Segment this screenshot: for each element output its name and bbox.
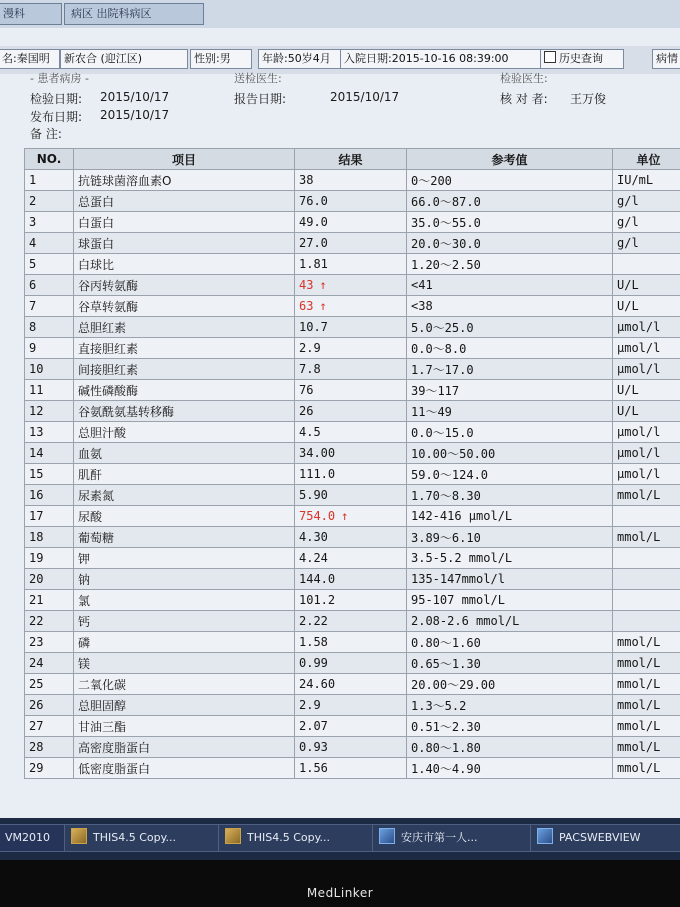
- row-result-cell: [295, 674, 407, 695]
- taskbar-item-hospital[interactable]: [372, 824, 532, 852]
- result-value: 26: [299, 404, 314, 418]
- row-no-cell: 7: [25, 296, 74, 317]
- taskbar-item-this-copy-1[interactable]: [64, 824, 224, 852]
- row-result-cell: [295, 254, 407, 275]
- row-item-cell: 镁: [74, 653, 295, 674]
- row-result-cell: [295, 527, 407, 548]
- top-tab-bar: [0, 0, 680, 28]
- result-value: 1.58: [299, 635, 328, 649]
- row-item-cell: 尿酸: [74, 506, 295, 527]
- row-reference-cell: 0.0～8.0: [407, 338, 613, 359]
- row-item-cell: 钠: [74, 569, 295, 590]
- browser-icon: [379, 828, 395, 844]
- report-header: [0, 74, 680, 148]
- row-result-cell: [295, 275, 407, 296]
- row-item-cell: 氯: [74, 590, 295, 611]
- row-unit-cell: μmol/l: [613, 359, 680, 380]
- row-reference-cell: 1.40～4.90: [407, 758, 613, 779]
- row-unit-cell: g/l: [613, 191, 680, 212]
- row-reference-cell: 39～117: [407, 380, 613, 401]
- table-header-row: [25, 149, 680, 170]
- inspect-date-value: 2015/10/17: [100, 90, 170, 104]
- row-no-cell: 8: [25, 317, 74, 338]
- row-unit-cell: mmol/L: [613, 758, 680, 779]
- row-result-cell: [295, 548, 407, 569]
- col-header-reference: 参考值: [407, 149, 613, 170]
- row-unit-cell: μmol/l: [613, 464, 680, 485]
- row-unit-cell: U/L: [613, 296, 680, 317]
- row-reference-cell: 20.00～29.00: [407, 674, 613, 695]
- row-reference-cell: 1.3～5.2: [407, 695, 613, 716]
- row-unit-cell: U/L: [613, 380, 680, 401]
- row-item-cell: 谷草转氨酶: [74, 296, 295, 317]
- row-unit-cell: U/L: [613, 275, 680, 296]
- row-reference-cell: 0.0～15.0: [407, 422, 613, 443]
- row-result-cell: [295, 338, 407, 359]
- row-reference-cell: 0.80～1.60: [407, 632, 613, 653]
- table-row[interactable]: [25, 695, 680, 716]
- table-row[interactable]: [25, 233, 680, 254]
- result-value: 63: [299, 299, 314, 313]
- report-date-label: 报告日期:: [234, 92, 287, 106]
- result-value: 4.24: [299, 551, 328, 565]
- row-item-cell: 磷: [74, 632, 295, 653]
- row-unit-cell: μmol/l: [613, 338, 680, 359]
- row-result-cell: [295, 506, 407, 527]
- row-reference-cell: 3.5-5.2 mmol/L: [407, 548, 613, 569]
- row-no-cell: 22: [25, 611, 74, 632]
- publish-date-value: 2015/10/17: [100, 108, 170, 122]
- table-row[interactable]: [25, 737, 680, 758]
- row-no-cell: 9: [25, 338, 74, 359]
- row-no-cell: 13: [25, 422, 74, 443]
- checker-value: 王万俊: [570, 92, 607, 106]
- row-no-cell: 28: [25, 737, 74, 758]
- row-result-cell: [295, 422, 407, 443]
- row-result-cell: [295, 212, 407, 233]
- row-no-cell: 4: [25, 233, 74, 254]
- table-row[interactable]: [25, 401, 680, 422]
- row-item-cell: 总胆红素: [74, 317, 295, 338]
- row-unit-cell: mmol/L: [613, 632, 680, 653]
- result-value: 0.93: [299, 740, 328, 754]
- table-row[interactable]: [25, 653, 680, 674]
- table-row[interactable]: [25, 632, 680, 653]
- row-result-cell: [295, 233, 407, 254]
- taskbar-item-pacs[interactable]: [530, 824, 680, 852]
- row-no-cell: 17: [25, 506, 74, 527]
- result-value: 43: [299, 278, 314, 292]
- row-reference-cell: 5.0～25.0: [407, 317, 613, 338]
- result-value: 76.0: [299, 194, 328, 208]
- result-value: 7.8: [299, 362, 321, 376]
- condition-field: 病情: [652, 49, 680, 69]
- row-item-cell: 尿素氮: [74, 485, 295, 506]
- row-reference-cell: 0.51～2.30: [407, 716, 613, 737]
- row-item-cell: 低密度脂蛋白: [74, 758, 295, 779]
- row-reference-cell: 1.20～2.50: [407, 254, 613, 275]
- result-value: 1.81: [299, 257, 328, 271]
- insurance-field: 新农合 (迎江区): [60, 49, 188, 69]
- result-value: 2.9: [299, 341, 321, 355]
- row-result-cell: [295, 296, 407, 317]
- lab-results-table: [24, 148, 680, 779]
- row-unit-cell: [613, 254, 680, 275]
- header-ghost-mid: 送检医生:: [234, 72, 282, 85]
- table-row[interactable]: [25, 422, 680, 443]
- taskbar-item-label: PACSWEBVIEW: [559, 831, 641, 844]
- row-reference-cell: 20.0～30.0: [407, 233, 613, 254]
- result-value: 2.22: [299, 614, 328, 628]
- row-item-cell: 肌酐: [74, 464, 295, 485]
- table-row[interactable]: [25, 590, 680, 611]
- row-no-cell: 24: [25, 653, 74, 674]
- header-ghost-left: - 患者病房 -: [30, 72, 89, 85]
- result-value: 754.0: [299, 509, 336, 523]
- result-value: 4.5: [299, 425, 321, 439]
- remark-label: 备 注:: [30, 127, 62, 141]
- row-item-cell: 谷氨酰氨基转移酶: [74, 401, 295, 422]
- row-unit-cell: mmol/L: [613, 527, 680, 548]
- result-value: 34.00: [299, 446, 336, 460]
- abnormal-high-arrow-icon: ↑: [319, 278, 327, 292]
- row-no-cell: 25: [25, 674, 74, 695]
- row-reference-cell: 135-147mmol/l: [407, 569, 613, 590]
- watermark: MedLinker: [306, 886, 374, 900]
- row-no-cell: 10: [25, 359, 74, 380]
- row-no-cell: 14: [25, 443, 74, 464]
- history-query-checkbox[interactable]: [540, 49, 624, 69]
- row-no-cell: 21: [25, 590, 74, 611]
- row-item-cell: 抗链球菌溶血素O: [74, 170, 295, 191]
- result-value: 2.9: [299, 698, 321, 712]
- row-reference-cell: 1.70～8.30: [407, 485, 613, 506]
- table-row[interactable]: [25, 380, 680, 401]
- row-no-cell: 20: [25, 569, 74, 590]
- row-reference-cell: 35.0～55.0: [407, 212, 613, 233]
- result-value: 76: [299, 383, 314, 397]
- taskbar-item-label: THIS4.5 Copy...: [247, 831, 331, 844]
- row-no-cell: 16: [25, 485, 74, 506]
- row-reference-cell: 10.00～50.00: [407, 443, 613, 464]
- abnormal-high-arrow-icon: ↑: [341, 509, 349, 523]
- row-item-cell: 白蛋白: [74, 212, 295, 233]
- row-unit-cell: mmol/L: [613, 737, 680, 758]
- row-unit-cell: mmol/L: [613, 716, 680, 737]
- row-item-cell: 直接胆红素: [74, 338, 295, 359]
- result-value: 10.7: [299, 320, 328, 334]
- result-value: 27.0: [299, 236, 328, 250]
- row-no-cell: 1: [25, 170, 74, 191]
- gender-field: 性别:男: [190, 49, 252, 69]
- result-value: 5.90: [299, 488, 328, 502]
- row-result-cell: [295, 380, 407, 401]
- row-unit-cell: [613, 611, 680, 632]
- row-unit-cell: μmol/l: [613, 422, 680, 443]
- row-no-cell: 6: [25, 275, 74, 296]
- row-result-cell: [295, 569, 407, 590]
- row-item-cell: 血氨: [74, 443, 295, 464]
- row-no-cell: 23: [25, 632, 74, 653]
- row-reference-cell: 66.0～87.0: [407, 191, 613, 212]
- row-item-cell: 谷丙转氨酶: [74, 275, 295, 296]
- taskbar-item-this-copy-2[interactable]: [218, 824, 378, 852]
- taskbar-item-label: THIS4.5 Copy...: [93, 831, 177, 844]
- table-row[interactable]: [25, 506, 680, 527]
- result-value: 2.07: [299, 719, 328, 733]
- row-no-cell: 2: [25, 191, 74, 212]
- row-result-cell: [295, 485, 407, 506]
- result-value: 38: [299, 173, 314, 187]
- row-no-cell: 27: [25, 716, 74, 737]
- table-row[interactable]: [25, 191, 680, 212]
- row-unit-cell: g/l: [613, 212, 680, 233]
- table-row[interactable]: [25, 611, 680, 632]
- row-unit-cell: [613, 569, 680, 590]
- taskbar-item-vm2010[interactable]: VM2010: [0, 824, 68, 852]
- tab-first[interactable]: 漫科: [0, 3, 62, 25]
- result-value: 0.99: [299, 656, 328, 670]
- row-item-cell: 白球比: [74, 254, 295, 275]
- patient-name-field: 名:秦国明: [0, 49, 60, 69]
- row-reference-cell: 142-416 μmol/L: [407, 506, 613, 527]
- table-row[interactable]: [25, 548, 680, 569]
- row-result-cell: [295, 737, 407, 758]
- row-no-cell: 3: [25, 212, 74, 233]
- result-value: 4.30: [299, 530, 328, 544]
- result-value: 1.56: [299, 761, 328, 775]
- row-unit-cell: U/L: [613, 401, 680, 422]
- checkbox-icon[interactable]: [544, 51, 556, 63]
- admit-date-field: 入院日期:2015-10-16 08:39:00: [340, 49, 544, 69]
- row-no-cell: 26: [25, 695, 74, 716]
- row-reference-cell: 0～200: [407, 170, 613, 191]
- header-ghost-right: 检验医生:: [500, 72, 548, 85]
- row-unit-cell: [613, 548, 680, 569]
- table-row[interactable]: [25, 359, 680, 380]
- row-reference-cell: 59.0～124.0: [407, 464, 613, 485]
- row-unit-cell: μmol/l: [613, 317, 680, 338]
- row-result-cell: [295, 464, 407, 485]
- table-row[interactable]: [25, 443, 680, 464]
- row-unit-cell: mmol/L: [613, 695, 680, 716]
- row-unit-cell: mmol/L: [613, 674, 680, 695]
- app-window-icon: [71, 828, 87, 844]
- row-result-cell: [295, 716, 407, 737]
- row-item-cell: 高密度脂蛋白: [74, 737, 295, 758]
- patient-info-bar: [0, 46, 680, 74]
- result-value: 24.60: [299, 677, 336, 691]
- row-unit-cell: [613, 506, 680, 527]
- table-row[interactable]: [25, 464, 680, 485]
- row-unit-cell: mmol/L: [613, 653, 680, 674]
- row-item-cell: 总胆固醇: [74, 695, 295, 716]
- row-unit-cell: μmol/l: [613, 443, 680, 464]
- row-result-cell: [295, 758, 407, 779]
- result-value: 101.2: [299, 593, 336, 607]
- browser-icon: [537, 828, 553, 844]
- checker-label: 核 对 者:: [500, 92, 548, 106]
- result-value: 49.0: [299, 215, 328, 229]
- row-reference-cell: 0.65～1.30: [407, 653, 613, 674]
- row-no-cell: 29: [25, 758, 74, 779]
- report-date-value: 2015/10/17: [330, 90, 400, 104]
- row-reference-cell: <38: [407, 296, 613, 317]
- row-item-cell: 间接胆红素: [74, 359, 295, 380]
- row-result-cell: [295, 443, 407, 464]
- table-row[interactable]: [25, 674, 680, 695]
- row-unit-cell: IU/mL: [613, 170, 680, 191]
- col-header-result: 结果: [295, 149, 407, 170]
- row-result-cell: [295, 611, 407, 632]
- row-reference-cell: 11～49: [407, 401, 613, 422]
- table-row[interactable]: [25, 527, 680, 548]
- table-row[interactable]: [25, 716, 680, 737]
- row-reference-cell: 0.80～1.80: [407, 737, 613, 758]
- table-row[interactable]: [25, 317, 680, 338]
- result-value: 111.0: [299, 467, 336, 481]
- row-result-cell: [295, 191, 407, 212]
- row-result-cell: [295, 170, 407, 191]
- table-row[interactable]: [25, 275, 680, 296]
- table-row[interactable]: [25, 758, 680, 779]
- row-no-cell: 5: [25, 254, 74, 275]
- abnormal-high-arrow-icon: ↑: [319, 299, 327, 313]
- row-unit-cell: mmol/L: [613, 485, 680, 506]
- publish-date-label: 发布日期:: [30, 110, 83, 124]
- row-result-cell: [295, 317, 407, 338]
- row-reference-cell: 2.08-2.6 mmol/L: [407, 611, 613, 632]
- inspect-date-label: 检验日期:: [30, 92, 83, 106]
- row-no-cell: 11: [25, 380, 74, 401]
- row-result-cell: [295, 653, 407, 674]
- col-header-no: NO.: [25, 149, 74, 170]
- col-header-unit: 单位: [613, 149, 680, 170]
- row-item-cell: 钾: [74, 548, 295, 569]
- table-row[interactable]: [25, 254, 680, 275]
- row-unit-cell: g/l: [613, 233, 680, 254]
- row-item-cell: 钙: [74, 611, 295, 632]
- row-result-cell: [295, 632, 407, 653]
- row-item-cell: 二氧化碳: [74, 674, 295, 695]
- row-result-cell: [295, 590, 407, 611]
- row-item-cell: 葡萄糖: [74, 527, 295, 548]
- row-item-cell: 总蛋白: [74, 191, 295, 212]
- row-reference-cell: 3.89～6.10: [407, 527, 613, 548]
- row-unit-cell: [613, 590, 680, 611]
- row-item-cell: 碱性磷酸酶: [74, 380, 295, 401]
- row-reference-cell: 95-107 mmol/L: [407, 590, 613, 611]
- row-result-cell: [295, 695, 407, 716]
- row-reference-cell: <41: [407, 275, 613, 296]
- history-query-label: 历史查询: [559, 52, 603, 65]
- col-header-item: 项目: [74, 149, 295, 170]
- result-value: 144.0: [299, 572, 336, 586]
- row-result-cell: [295, 401, 407, 422]
- row-no-cell: 18: [25, 527, 74, 548]
- row-no-cell: 12: [25, 401, 74, 422]
- row-no-cell: 15: [25, 464, 74, 485]
- row-item-cell: 总胆汁酸: [74, 422, 295, 443]
- table-row[interactable]: [25, 569, 680, 590]
- table-row[interactable]: [25, 170, 680, 191]
- taskbar: [0, 818, 680, 860]
- app-window-icon: [225, 828, 241, 844]
- table-row[interactable]: [25, 212, 680, 233]
- row-result-cell: [295, 359, 407, 380]
- row-reference-cell: 1.7～17.0: [407, 359, 613, 380]
- tab-ward[interactable]: 病区 出院科病区: [64, 3, 204, 25]
- row-no-cell: 19: [25, 548, 74, 569]
- row-item-cell: 甘油三酯: [74, 716, 295, 737]
- age-field: 年龄:50岁4月: [258, 49, 346, 69]
- table-row[interactable]: [25, 338, 680, 359]
- row-item-cell: 球蛋白: [74, 233, 295, 254]
- table-row[interactable]: [25, 296, 680, 317]
- table-row[interactable]: [25, 485, 680, 506]
- taskbar-item-label: 安庆市第一人...: [401, 831, 478, 844]
